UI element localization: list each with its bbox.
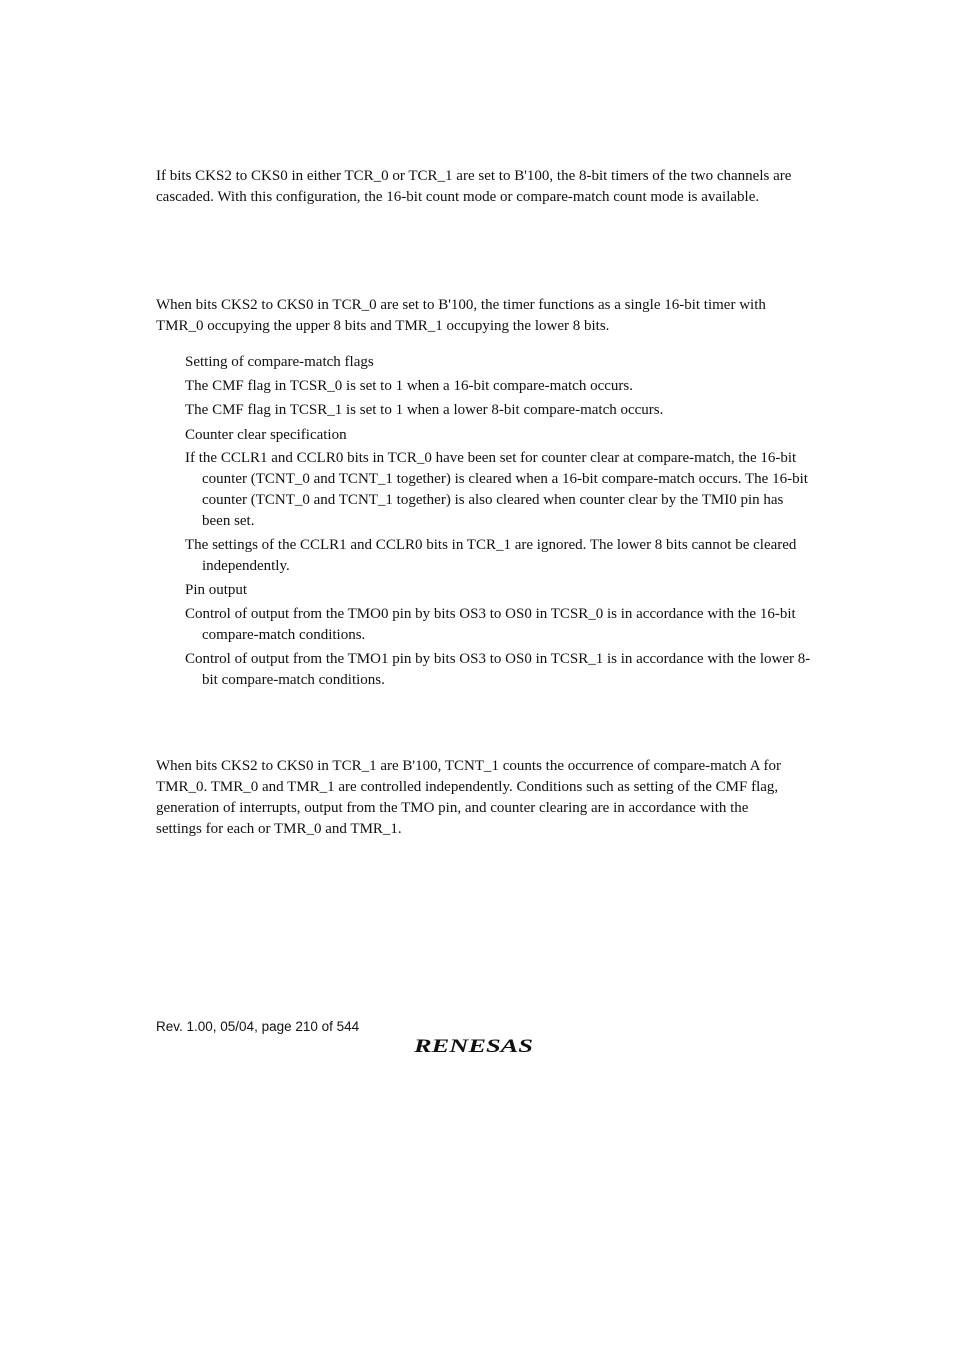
page-info: Rev. 1.00, 05/04, page 210 of 544 — [156, 1019, 360, 1034]
compare-count-paragraph: When bits CKS2 to CKS0 in TCR_1 are B'100, TCNT_1 counts the occurrence of compare-match A for TMR_0. TMR_0 and TMR_1 are controlled independently. Conditions such as setting of the CMF flag, generation of interrupts, output from the TMO pin, and counter clearing are in accordance with the settings for each or TMR_0 and TMR_1. — [156, 758, 781, 837]
count16-intro-paragraph: When bits CKS2 to CKS0 in TCR_0 are set to B'100, the timer functions as a single 16-bit timer with TMR_0 occupying the upper 8 bits and TMR_1 occupying the lower 8 bits. — [156, 297, 766, 334]
list-item-counter-clear-tcr0: If the CCLR1 and CCLR0 bits in TCR_0 have been set for counter clear at compare-match, the 16-bit counter (TCNT_0 and TCNT_1 together) is cleared when a 16-bit compare-match occurs. The 16-bit counter (TCNT_0 and TCNT_1 together) is also cleared when counter clear by the TMI0 pin has been set. — [185, 450, 808, 529]
list-item-compare-flags-heading: Setting of compare-match flags — [185, 354, 374, 370]
list-item-tmo0-output: Control of output from the TMO0 pin by bits OS3 to OS0 in TCSR_0 is in accordance with the 16-bit compare-match conditions. — [185, 606, 796, 643]
intro-paragraph: If bits CKS2 to CKS0 in either TCR_0 or TCR_1 are set to B'100, the 8-bit timers of the two channels are cascaded. With this configuration, the 16-bit count mode or compare-match count mode is available. — [156, 168, 792, 205]
list-item-counter-clear-heading: Counter clear specification — [185, 427, 347, 443]
list-item-counter-clear-tcr1: The settings of the CCLR1 and CCLR0 bits in TCR_1 are ignored. The lower 8 bits cannot be cleared independently. — [185, 537, 797, 574]
renesas-logo-text: RENESAS — [413, 1036, 533, 1057]
renesas-logo — [413, 1035, 535, 1057]
list-item-cmf-tcsr1: The CMF flag in TCSR_1 is set to 1 when a lower 8-bit compare-match occurs. — [185, 402, 664, 418]
list-item-cmf-tcsr0: The CMF flag in TCSR_0 is set to 1 when a 16-bit compare-match occurs. — [185, 378, 633, 394]
list-item-tmo1-output: Control of output from the TMO1 pin by bits OS3 to OS0 in TCSR_1 is in accordance with the lower 8-bit compare-match conditions. — [185, 651, 811, 688]
list-item-pin-output-heading: Pin output — [185, 582, 248, 598]
